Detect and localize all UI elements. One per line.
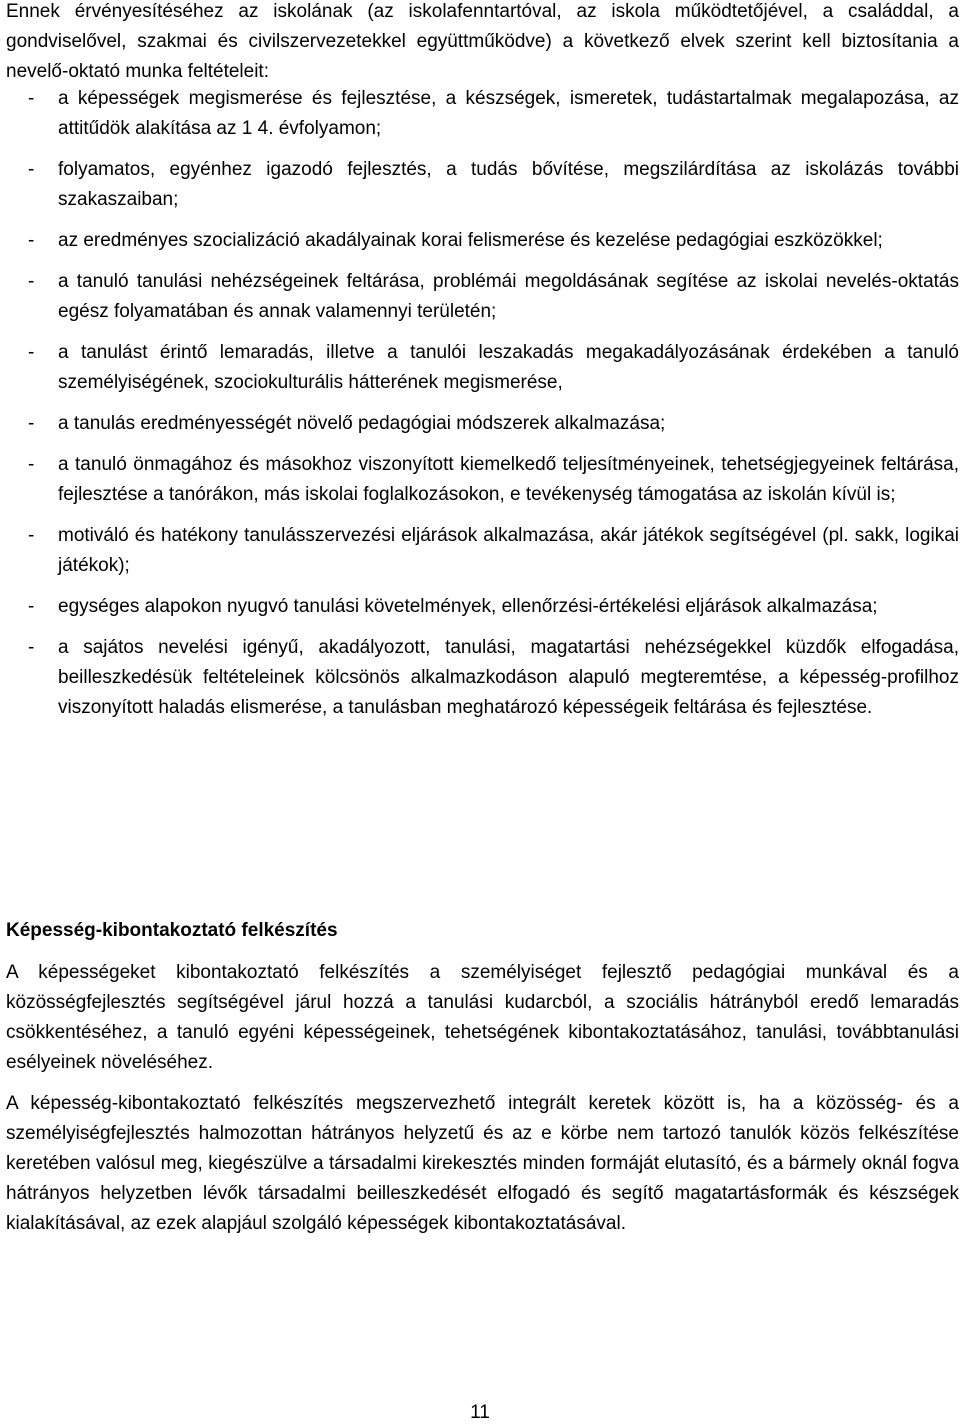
- list-item-text: a sajátos nevelési igényű, akadályozott, tanulási, magatartási nehézségekkel küzdők elfogadása, beilleszkedésük feltételeinek kölcsönös alkalmazkodáson alapuló megteremtése, a képesség-profilhoz viszonyított haladás elismerése, a tanulásban meghatározó képességeik feltárása és fejlesztése.: [58, 637, 959, 718]
- list-item-text: egységes alapokon nyugvó tanulási követelmények, ellenőrzési-értékelési eljárások alkalmazása;: [58, 596, 878, 617]
- list-item: [6, 267, 959, 327]
- intro-paragraph: Ennek érvényesítéséhez az iskolának (az iskolafenntartóval, az iskola működtetőjével, a családdal, a gondviselővel, szakmai és civilszervezetekkel együttműködve) a következő elvek szerint kell biztosítania a nevelő-oktató munka feltételeit:: [6, 1, 959, 82]
- page-number: 11: [470, 1402, 490, 1423]
- bullet-dash: -: [28, 596, 35, 617]
- bullet-dash: -: [28, 454, 35, 475]
- list-item-text: a tanulás eredményességét növelő pedagógiai módszerek alkalmazása;: [58, 413, 666, 434]
- bullet-dash: -: [28, 342, 35, 363]
- bullet-dash: -: [28, 525, 35, 546]
- bullet-dash: -: [28, 159, 35, 180]
- list-item: [6, 226, 959, 256]
- bullet-dash: -: [28, 88, 35, 109]
- list-item: [6, 521, 959, 581]
- list-item-text: motiváló és hatékony tanulásszervezési eljárások alkalmazása, akár játékok segítségével (pl. sakk, logikai játékok);: [58, 525, 959, 576]
- list-item: [6, 633, 959, 723]
- list-item: [6, 84, 959, 144]
- section-paragraph: A képesség-kibontakoztató felkészítés megszervezhető integrált keretek között is, ha a közösség- és a személyiségfejlesztés halmozottan hátrányos helyzetű és az e körbe nem tartozó tanulók közös felkészítése keretében valósul meg, kiegészülve a társadalmi kirekesztés minden formáját elutasító, és a bármely oknál fogva hátrányos helyzetben lévők társadalmi beilleszkedését elfogadó és segítő magatartásformák és készségek kialakításával, az ezek alapjául szolgáló képességek kibontakoztatásával.: [6, 1093, 959, 1234]
- list-item: [6, 338, 959, 398]
- list-item: [6, 450, 959, 510]
- list-item-text: a képességek megismerése és fejlesztése, a készségek, ismeretek, tudástartalmak megalapozása, az attitűdök alakítása az 1 4. évfolyamon;: [58, 88, 959, 139]
- capability-section: [6, 916, 959, 1250]
- list-item-text: folyamatos, egyénhez igazodó fejlesztés, a tudás bővítése, megszilárdítása az iskolázás további szakaszaiban;: [58, 159, 959, 210]
- bullet-list: [6, 84, 959, 734]
- list-item-text: a tanulást érintő lemaradás, illetve a tanulói leszakadás megakadályozásának érdekében a tanuló személyiségének, szociokulturális hátterének megismerése,: [58, 342, 959, 393]
- bullet-dash: -: [28, 271, 35, 292]
- list-item-text: az eredményes szocializáció akadályainak korai felismerése és kezelése pedagógiai eszközökkel;: [58, 230, 883, 251]
- bullet-dash: -: [28, 637, 35, 658]
- section-paragraph: A képességeket kibontakoztató felkészítés a személyiséget fejlesztő pedagógiai munkával és a közösségfejlesztés segítségével járul hozzá a tanulási kudarcból, a szociális hátrányból eredő lemaradás csökkentéséhez, a tanuló egyéni képességeinek, tehetségének kibontakoztatásához, tanulási, továbbtanulási esélyeinek növeléséhez.: [6, 962, 959, 1073]
- bullet-dash: -: [28, 230, 35, 251]
- list-item-text: a tanuló önmagához és másokhoz viszonyított kiemelkedő teljesítményeinek, tehetségjegyeinek feltárása, fejlesztése a tanórákon, más iskolai foglalkozásokon, e tevékenység támogatása az iskolán kívül is;: [58, 454, 959, 505]
- list-item: [6, 155, 959, 215]
- section-heading: Képesség-kibontakoztató felkészítés: [6, 920, 338, 941]
- bullet-dash: -: [28, 413, 35, 434]
- list-item-text: a tanuló tanulási nehézségeinek feltárása, problémái megoldásának segítése az iskolai nevelés-oktatás egész folyamatában és annak valamennyi területén;: [58, 271, 959, 322]
- list-item: [6, 592, 959, 622]
- list-item: [6, 409, 959, 439]
